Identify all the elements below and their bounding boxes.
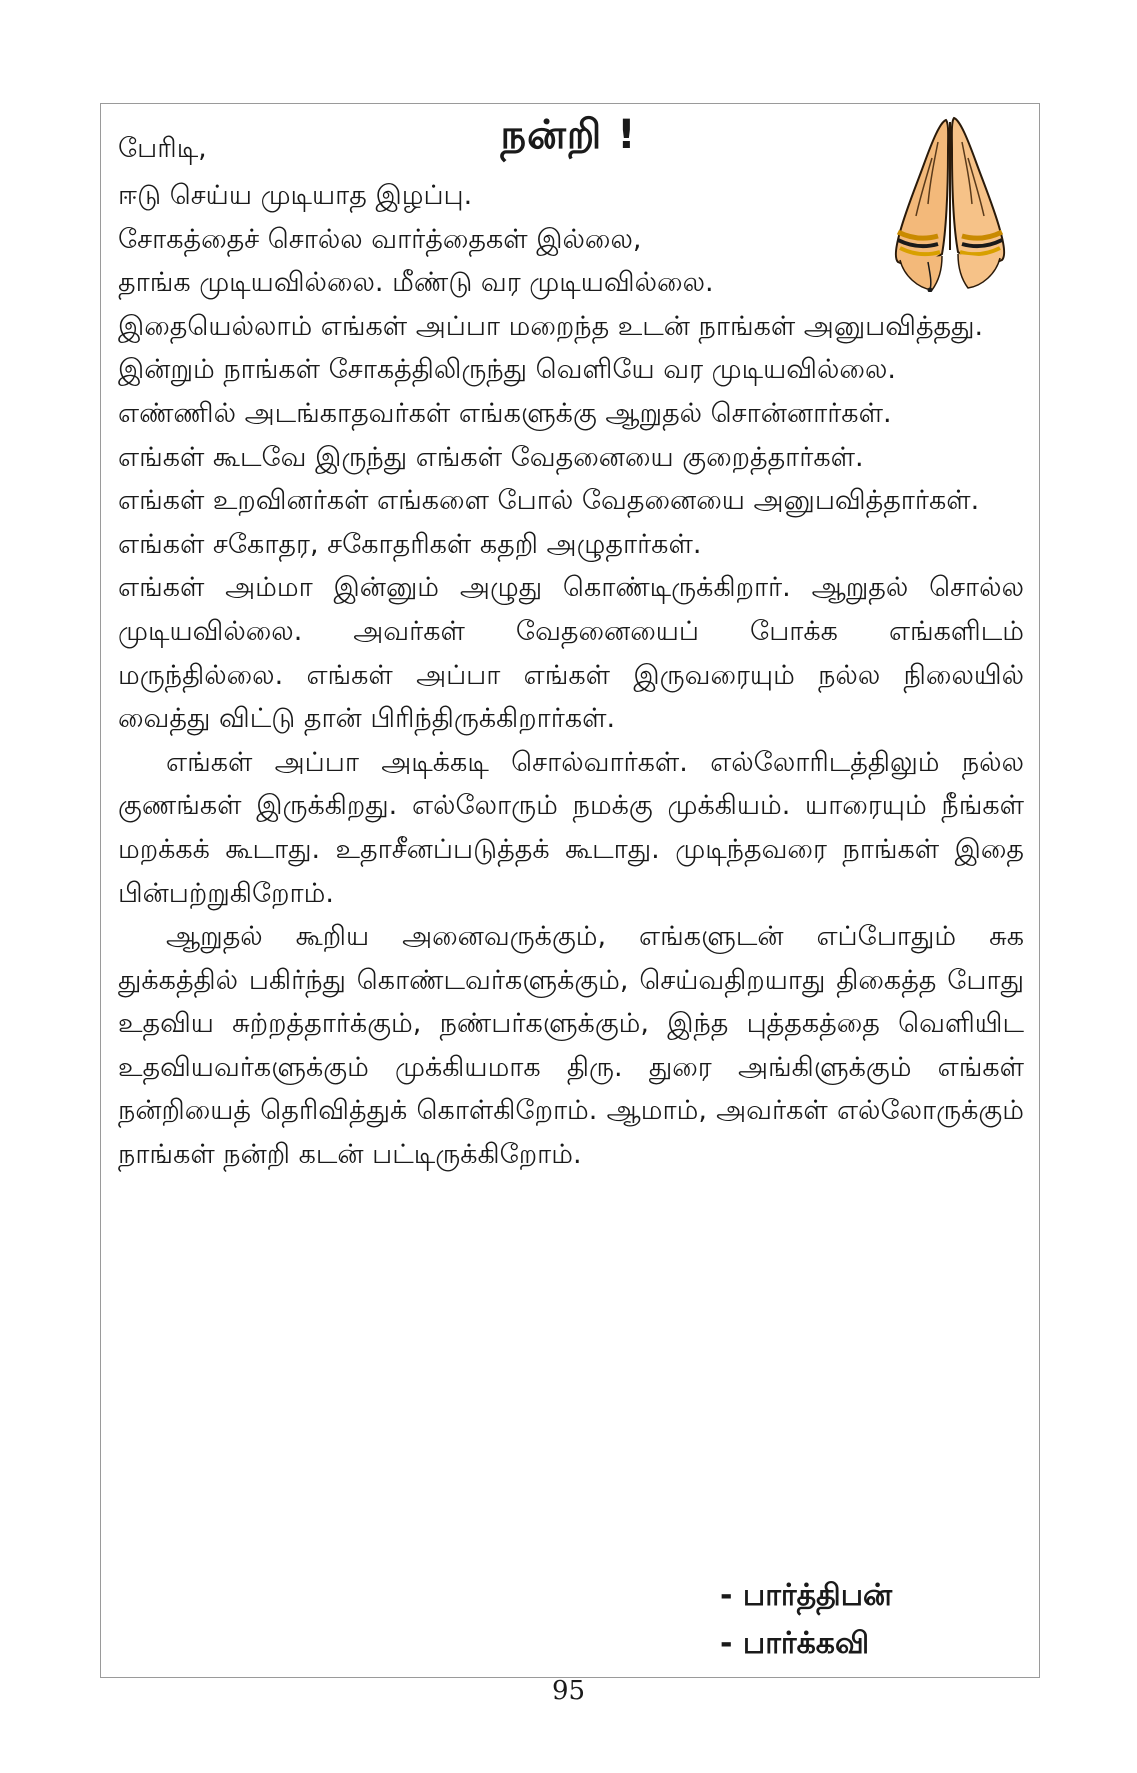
paragraph: எங்கள் அப்பா அடிக்கடி சொல்வார்கள். எல்லோரிடத்திலும் நல்ல குணங்கள் இருக்கிறது. எல்லோரும் நமக்கு முக்கியம். யாரையும் நீங்கள் மறக்கக் கூடாது. உதாசீனப்படுத்தக் கூடாது. முடிந்தவரை நாங்கள் இதை பின்பற்றுகிறோம். — [118, 746, 1024, 909]
paragraph: இன்றும் நாங்கள் சோகத்திலிருந்து வெளியே வர முடியவில்லை. — [118, 354, 896, 386]
paragraph: சோகத்தைச் சொல்ல வார்த்தைகள் இல்லை, — [118, 223, 642, 255]
signature-block — [720, 1572, 892, 1668]
page-title: நன்றி ! — [500, 112, 637, 158]
greeting: பேரிடி, — [118, 133, 207, 164]
page-number: 95 — [551, 1676, 586, 1706]
body-text — [118, 174, 1024, 1177]
paragraph: எங்கள் உறவினர்கள் எங்களை போல் வேதனையை அனுபவித்தார்கள். — [118, 485, 980, 517]
paragraph: ஆறுதல் கூறிய அனைவருக்கும், எங்களுடன் எப்போதும் சுக துக்கத்தில் பகிர்ந்து கொண்டவர்களுக்கும், செய்வதிறயாது திகைத்த போது உதவிய சுற்றத்தார்க்கும், நண்பர்களுக்கும், இந்த புத்தகத்தை வெளியிட உதவியவர்களுக்கும் முக்கியமாக திரு. துரை அங்கிளுக்கும் எங்கள் நன்றியைத் தெரிவித்துக் கொள்கிறோம். ஆமாம், அவர்கள் எல்லோருக்கும் நாங்கள் நன்றி கடன் பட்டிருக்கிறோம். — [118, 921, 1024, 1171]
paragraph: ஈடு செய்ய முடியாத இழப்பு. — [118, 180, 473, 211]
paragraph: எங்கள் சகோதர, சகோதரிகள் கதறி அழுதார்கள். — [118, 528, 702, 560]
signature-name: - பார்க்கவி — [720, 1626, 870, 1661]
signature-name: - பார்த்திபன் — [720, 1578, 893, 1613]
paragraph: எங்கள் கூடவே இருந்து எங்கள் வேதனையை குறைத்தார்கள். — [118, 441, 864, 473]
paragraph: எண்ணில் அடங்காதவர்கள் எங்களுக்கு ஆறுதல் சொன்னார்கள். — [118, 397, 892, 429]
paragraph: தாங்க முடியவில்லை. மீண்டு வர முடியவில்லை. — [118, 267, 714, 299]
paragraph: எங்கள் அம்மா இன்னும் அழுது கொண்டிருக்கிறார். ஆறுதல் சொல்ல முடியவில்லை. அவர்கள் வேதனையைப் போக்க எங்களிடம் மருந்தில்லை. எங்கள் அப்பா எங்கள் இருவரையும் நல்ல நிலையில் வைத்து விட்டு தான் பிரிந்திருக்கிறார்கள். — [118, 572, 1024, 735]
paragraph: இதையெல்லாம் எங்கள் அப்பா மறைந்த உடன் நாங்கள் அனுபவித்தது. — [118, 310, 984, 342]
